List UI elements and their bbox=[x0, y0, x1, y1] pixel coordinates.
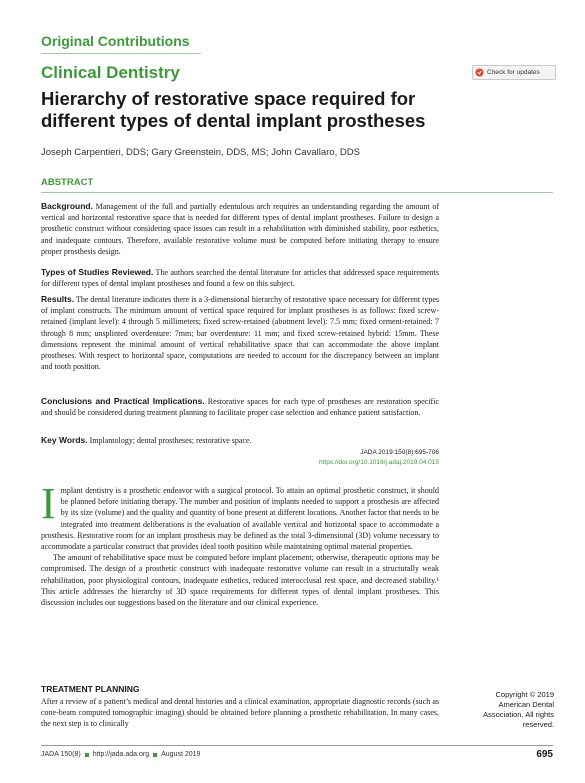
check-updates-icon bbox=[475, 68, 484, 77]
doi-link[interactable]: https://doi.org/10.1016/j.adaj.2019.04.015 bbox=[319, 458, 439, 466]
section-label: Original Contributions bbox=[41, 33, 190, 49]
drop-cap: I bbox=[41, 479, 56, 528]
abstract-divider bbox=[41, 192, 553, 193]
separator-square-icon bbox=[153, 753, 157, 757]
footer-journal: JADA 150(8) bbox=[41, 751, 81, 758]
conclusions-text: Restorative spaces for each type of prostheses are restoration specific and should be considered during treatment planning to facilitate proper case selection and enhance patient satisfaction. bbox=[41, 397, 439, 418]
check-updates-label: Check for updates bbox=[487, 69, 540, 76]
body-paragraph-2: The amount of rehabilitative space must be computed before implant placement; otherwise, therapeutic options may be compromised. The design of a prosthetic construct with inadequate restorative volume can result in a structurally weak rehabilitation, poor physiological contours, inadequate esthetics, reduced interocclusal rest space, and decreased stability.¹ This article addresses the hierarchy of 3D space requirements for different types of dental implant prostheses. This discussion includes our suggestions based on the literature and our clinical experience. bbox=[41, 553, 439, 608]
copyright-line: American Dental bbox=[498, 700, 554, 709]
abstract-keywords bbox=[41, 435, 439, 446]
footer-url[interactable]: http://jada.ada.org bbox=[92, 751, 150, 758]
section-divider bbox=[41, 53, 201, 54]
body-paragraph-1 bbox=[41, 479, 439, 552]
copyright-notice bbox=[462, 690, 554, 730]
treatment-planning-heading: TREATMENT PLANNING bbox=[41, 684, 140, 694]
background-text: Management of the full and partially edentulous arch requires an understanding regarding the amount of vertical and horizontal restorative space that is needed for different types of dental implant prostheses. Failure to design a prosthetic construct without considering space issues can result in a rehabilitation with diminished stability, poor esthetics, and inadequate contours. Therefore, available restorative volume must be computed before initiating therapy to ensure proper prosthesis design. bbox=[41, 202, 439, 256]
article-category: Clinical Dentistry bbox=[41, 63, 180, 82]
types-label: Types of Studies Reviewed. bbox=[41, 267, 154, 277]
copyright-line: Association. All rights bbox=[483, 710, 554, 719]
background-label: Background. bbox=[41, 201, 93, 211]
keywords-label: Key Words. bbox=[41, 435, 88, 445]
results-label: Results. bbox=[41, 294, 75, 304]
page-number: 695 bbox=[536, 749, 553, 760]
types-text: The authors searched the dental literature for articles that addressed space requirements for different types of dental implant prostheses and found a few on this subject. bbox=[41, 268, 439, 289]
author-list: Joseph Carpentieri, DDS; Gary Greenstein, DDS, MS; John Cavallaro, DDS bbox=[41, 147, 360, 158]
separator-square-icon bbox=[85, 753, 89, 757]
citation-block bbox=[241, 448, 439, 467]
abstract-results bbox=[41, 294, 439, 372]
article-body bbox=[41, 479, 439, 608]
treatment-planning-text: After a review of a patient’s medical and dental histories and a clinical examination, appropriate diagnostic records (such as cone-beam computed tomographic imaging) should be obtained before planning a prosthetic rehabilitation. In many cases, the next step is to clinically bbox=[41, 697, 439, 729]
results-text: The dental literature indicates there is a 3-dimensional hierarchy of restorative space necessary for different types of implant constructs. The minimum amount of vertical space required for implant prostheses is as follows: fixed screw-retained (implant level): 4 through 5 millimeters; fixed screw-retained (abutment level): 7.5 mm; fixed cement-retained: 7 through 8 mm; unsplinted overdenture: 7mm; bar overdenture: 11 mm; and fixed screw-retained hybrid: 15mm. These dimensions represent the minimal amount of vertical rehabilitative space that can accommodate the above implant prostheses. With respect to horizontal space, computations are needed to account for the discrepancy between an implant and tooth position. bbox=[41, 295, 439, 372]
check-for-updates-button[interactable] bbox=[472, 65, 556, 80]
journal-citation: JADA 2019:150(8):695-706 bbox=[360, 449, 439, 456]
abstract-conclusions bbox=[41, 396, 439, 418]
abstract-background bbox=[41, 201, 439, 257]
copyright-line: reserved. bbox=[522, 720, 554, 729]
abstract-types-of-studies bbox=[41, 267, 439, 289]
page-footer bbox=[41, 751, 200, 758]
article-title: Hierarchy of restorative space required for different types of dental implant prostheses bbox=[41, 88, 426, 131]
keywords-text: Implantology; dental prostheses; restorative space. bbox=[87, 436, 252, 445]
footer-date: August 2019 bbox=[161, 751, 201, 758]
conclusions-label: Conclusions and Practical Implications. bbox=[41, 396, 205, 406]
abstract-heading: ABSTRACT bbox=[41, 177, 94, 188]
footer-divider bbox=[41, 745, 553, 746]
body-paragraph-1-text: mplant dentistry is a prosthetic endeavor with a surgical protocol. To attain an optimal prosthetic construct, it should be planned before initiating therapy. The number and position of implants needed to support a prosthesis are affected by its size (volume) and the quality and quantity of bone present at different locations. Another factor that needs to be integrated into treatment deliberations is the evaluation of available vertical and horizontal space to accommodate a prosthesis. Restorative room for an implant prosthesis may be defined as the total 3-dimensional (3D) volume necessary to accommodate a particular construct that provides ideal tooth position while maintaining optimal material properties. bbox=[41, 486, 439, 552]
copyright-line: Copyright © 2019 bbox=[495, 690, 554, 699]
